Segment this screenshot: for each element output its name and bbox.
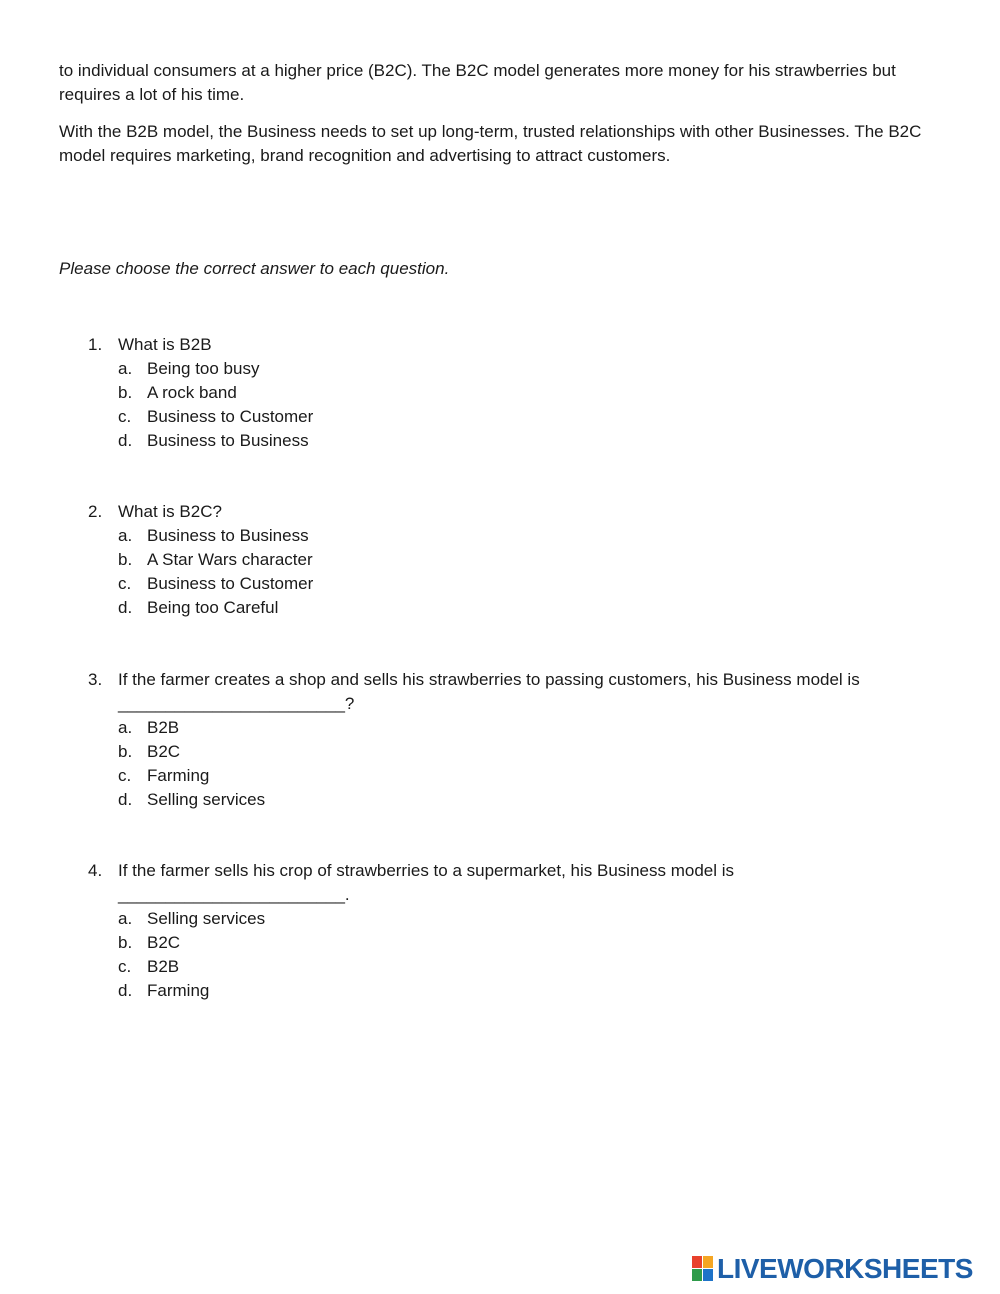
option-item[interactable] [0,740,1000,764]
question-text: If the farmer creates a shop and sells his strawberries to passing customers, his Business model is [118,670,860,689]
option-item[interactable] [0,716,1000,740]
question-text: What is B2B [118,335,212,354]
option-text[interactable]: Being too busy [147,359,260,378]
option-text[interactable]: Business to Business [147,526,309,545]
option-letter: a. [118,909,133,928]
option-item[interactable] [0,979,1000,1003]
option-item[interactable] [0,931,1000,955]
option-item[interactable] [0,907,1000,931]
option-letter: a. [118,359,133,378]
logo-text: LIVEWORKSHEETS [717,1253,973,1284]
option-item[interactable] [0,524,1000,548]
option-item[interactable] [0,548,1000,572]
intro-paragraph-2: With the B2B model, the Business needs to set up long-term, trusted relationships with other Businesses. The B2C model requires marketing, brand recognition and advertising to attract customers. [59,122,922,165]
option-letter: b. [118,383,133,402]
option-letter: d. [118,431,133,450]
question-number: 4. [88,861,103,880]
option-item[interactable] [0,764,1000,788]
option-letter: a. [118,526,133,545]
liveworksheets-logo[interactable] [692,1252,973,1286]
intro-paragraph-1: to individual consumers at a higher price (B2C). The B2C model generates more money for his strawberries but requires a lot of his time. [59,61,896,104]
instruction-text: Please choose the correct answer to each question. [59,259,450,278]
option-text[interactable]: Business to Customer [147,574,314,593]
option-letter: d. [118,790,133,809]
answer-blank[interactable]: ________________________? [118,694,355,713]
option-letter: b. [118,550,133,569]
option-text[interactable]: Selling services [147,790,266,809]
question-4 [0,859,1000,1003]
option-letter: a. [118,718,133,737]
option-text[interactable]: B2B [147,718,180,737]
option-letter: b. [118,933,133,952]
option-text[interactable]: B2B [147,957,180,976]
option-item[interactable] [0,429,1000,453]
question-number: 3. [88,670,103,689]
question-text: What is B2C? [118,502,222,521]
option-letter: c. [118,407,132,426]
option-text[interactable]: A Star Wars character [147,550,313,569]
question-text: If the farmer sells his crop of strawberries to a supermarket, his Business model is [118,861,735,880]
option-letter: c. [118,957,132,976]
option-item[interactable] [0,955,1000,979]
option-letter: b. [118,742,133,761]
option-item[interactable] [0,357,1000,381]
option-item[interactable] [0,788,1000,812]
question-number: 2. [88,502,103,521]
option-text[interactable]: B2C [147,933,181,952]
question-1 [0,333,1000,453]
option-item[interactable] [0,572,1000,596]
option-letter: c. [118,766,132,785]
option-letter: c. [118,574,132,593]
option-letter: d. [118,981,133,1000]
option-text[interactable]: Business to Customer [147,407,314,426]
option-text[interactable]: Farming [147,766,210,785]
option-item[interactable] [0,405,1000,429]
option-text[interactable]: B2C [147,742,181,761]
option-text[interactable]: Farming [147,981,210,1000]
option-text[interactable]: Selling services [147,909,266,928]
logo-mark-icon [692,1256,714,1282]
option-text[interactable]: A rock band [147,383,237,402]
option-item[interactable] [0,381,1000,405]
question-3 [0,668,1000,812]
option-text[interactable]: Being too Careful [147,598,279,617]
answer-blank[interactable]: ________________________. [118,885,350,904]
option-letter: d. [118,598,133,617]
option-item[interactable] [0,596,1000,620]
question-2 [0,500,1000,620]
question-number: 1. [88,335,103,354]
option-text[interactable]: Business to Business [147,431,309,450]
